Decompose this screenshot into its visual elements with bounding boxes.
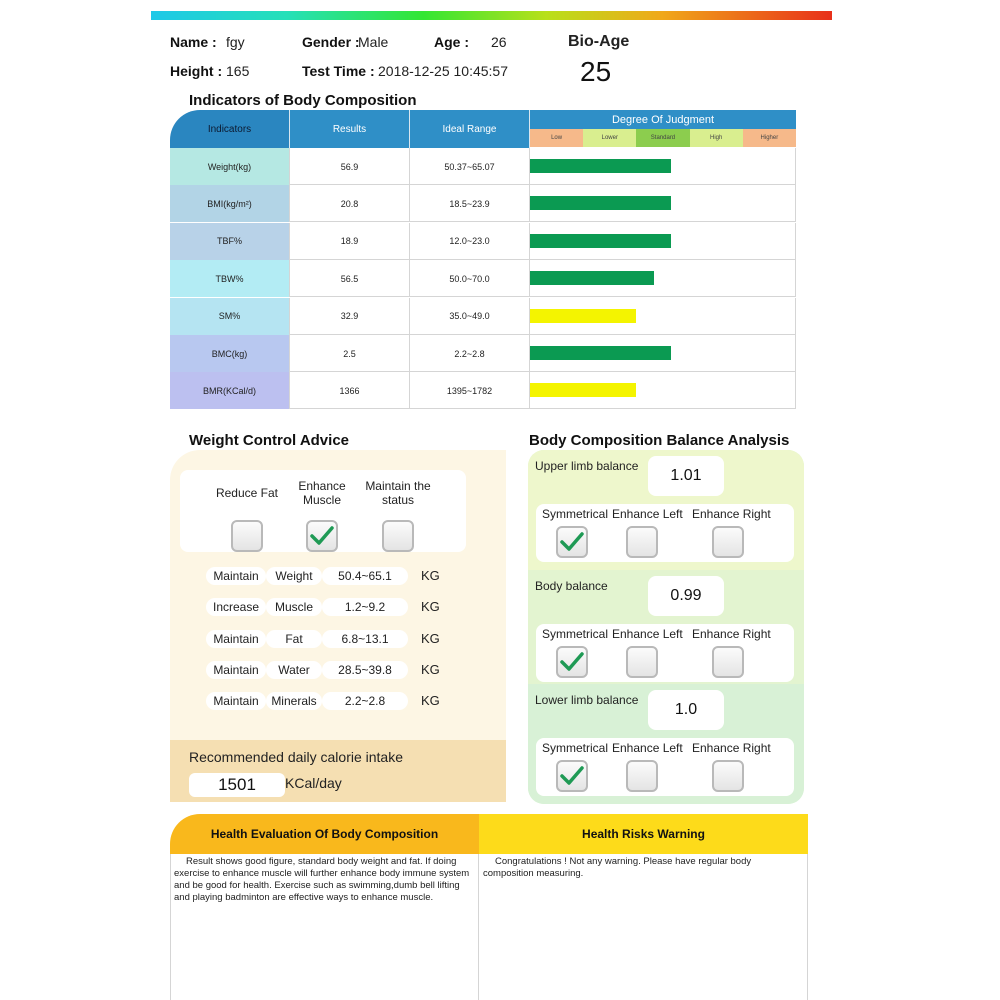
advice-unit: KG — [421, 693, 440, 709]
balance-checkbox[interactable] — [556, 646, 588, 678]
degree-level-lower: Lower — [583, 129, 636, 147]
advice-metric: Muscle — [266, 598, 322, 616]
gender-value: Male — [358, 34, 389, 50]
test-time-label: Test Time : — [302, 63, 375, 79]
balance-title: Body Composition Balance Analysis — [529, 432, 790, 449]
balance-checkbox[interactable] — [626, 646, 658, 678]
goal-label: Reduce Fat — [215, 486, 279, 500]
indicator-ideal-range: 50.0~70.0 — [410, 260, 530, 297]
balance-checkbox[interactable] — [626, 760, 658, 792]
balance-option-label: Symmetrical — [542, 507, 609, 521]
balance-option-label: Enhance Left — [612, 627, 683, 641]
advice-unit: KG — [421, 630, 440, 646]
indicator-name: TBW% — [170, 260, 290, 297]
advice-unit: KG — [421, 599, 440, 615]
judgment-cell — [530, 298, 796, 335]
advice-unit: KG — [421, 568, 440, 583]
balance-option-label: Symmetrical — [542, 741, 609, 755]
indicator-result: 56.5 — [290, 260, 410, 297]
table-row — [170, 335, 796, 372]
advice-range: 1.2~9.2 — [322, 598, 408, 616]
advice-action: Maintain — [206, 692, 266, 710]
health-risks-header: Health Risks Warning — [479, 814, 808, 854]
advice-action: Maintain — [206, 661, 266, 679]
judgment-bar — [530, 234, 671, 248]
balance-option-label: Enhance Left — [612, 507, 683, 521]
health-evaluation-text: Result shows good figure, standard body weight and fat. If doing exercise to enhance muscle will further enhance body immune system and be good for health. Exercise such as swimming,dumb bell lifting and playing badminton are effective ways to enhance muscle. — [174, 856, 470, 903]
balance-label: Body balance — [535, 579, 608, 593]
goal-label: Maintain the status — [365, 479, 431, 507]
table-row — [170, 185, 796, 222]
indicator-name: Weight(kg) — [170, 148, 290, 185]
table-row — [170, 223, 796, 260]
judgment-bar — [530, 383, 636, 397]
health-evaluation-box — [170, 854, 479, 1000]
age-value: 26 — [491, 34, 507, 50]
advice-range: 50.4~65.1 — [322, 567, 408, 585]
weight-advice-title: Weight Control Advice — [189, 432, 350, 449]
judgment-cell — [530, 335, 796, 372]
table-row — [170, 260, 796, 297]
degree-level-standard: Standard — [636, 129, 689, 147]
name-label: Name : — [170, 34, 217, 50]
indicator-ideal-range: 50.37~65.07 — [410, 148, 530, 185]
balance-section — [528, 450, 804, 570]
balance-checkbox[interactable] — [556, 760, 588, 792]
indicator-ideal-range: 2.2~2.8 — [410, 335, 530, 372]
goal-checkbox[interactable] — [382, 520, 414, 552]
calorie-title: Recommended daily calorie intake — [189, 749, 403, 765]
calorie-value: 1501 — [189, 773, 285, 797]
height-value: 165 — [226, 63, 250, 79]
bio-age-label: Bio-Age — [568, 33, 630, 50]
advice-action: Maintain — [206, 567, 266, 585]
balance-options-box — [536, 738, 794, 796]
degree-level-low: Low — [530, 129, 583, 147]
indicator-name: BMC(kg) — [170, 335, 290, 372]
indicator-result: 2.5 — [290, 335, 410, 372]
bio-age-value: 25 — [580, 56, 612, 87]
balance-option-label: Enhance Left — [612, 741, 683, 755]
judgment-bar — [530, 159, 671, 173]
age-label: Age : — [434, 34, 469, 50]
judgment-cell — [530, 148, 796, 185]
indicator-name: BMR(KCal/d) — [170, 372, 290, 409]
balance-checkbox[interactable] — [712, 646, 744, 678]
indicator-name: BMI(kg/m²) — [170, 185, 290, 222]
indicator-result: 18.9 — [290, 223, 410, 260]
health-risks-box — [479, 854, 808, 1000]
goal-checkbox[interactable] — [231, 520, 263, 552]
height-label: Height : — [170, 63, 223, 79]
balance-value: 1.01 — [648, 456, 724, 496]
judgment-bar — [530, 309, 636, 323]
balance-section — [528, 684, 804, 804]
header-degree — [530, 110, 796, 148]
health-evaluation-header: Health Evaluation Of Body Composition — [170, 814, 479, 854]
indicator-result: 1366 — [290, 372, 410, 409]
balance-panel — [528, 450, 804, 804]
balance-checkbox[interactable] — [626, 526, 658, 558]
header-indicators: Indicators — [170, 110, 290, 148]
advice-action: Maintain — [206, 630, 266, 648]
header-results: Results — [290, 110, 410, 148]
advice-range: 6.8~13.1 — [322, 630, 408, 648]
advice-action: Increase — [206, 598, 266, 616]
judgment-bar — [530, 271, 654, 285]
goal-checkbox[interactable] — [306, 520, 338, 552]
balance-value: 0.99 — [648, 576, 724, 616]
advice-unit: KG — [421, 661, 440, 677]
health-risks-text: Congratulations ! Not any warning. Please have regular body composition measuring. — [483, 856, 752, 879]
balance-checkbox[interactable] — [556, 526, 588, 558]
table-row — [170, 148, 796, 185]
balance-section — [528, 570, 804, 684]
advice-range: 2.2~2.8 — [322, 692, 408, 710]
test-time-value: 2018-12-25 10:45:57 — [378, 63, 508, 79]
indicators-table — [170, 110, 796, 410]
balance-option-label: Enhance Right — [692, 627, 771, 641]
balance-options-box — [536, 624, 794, 682]
header-degree-label: Degree Of Judgment — [530, 110, 796, 129]
judgment-cell — [530, 260, 796, 297]
balance-checkbox[interactable] — [712, 526, 744, 558]
indicator-name: TBF% — [170, 223, 290, 260]
indicator-result: 20.8 — [290, 185, 410, 222]
indicator-ideal-range: 18.5~23.9 — [410, 185, 530, 222]
name-value: fgy — [226, 34, 245, 50]
indicator-result: 32.9 — [290, 298, 410, 335]
goal-label: Enhance Muscle — [298, 479, 346, 507]
judgment-bar — [530, 196, 671, 210]
table-row — [170, 298, 796, 335]
color-gradient-bar — [151, 11, 832, 20]
judgment-bar — [530, 346, 671, 360]
gender-label: Gender : — [302, 34, 360, 50]
balance-label: Lower limb balance — [535, 693, 639, 707]
balance-checkbox[interactable] — [712, 760, 744, 792]
calorie-unit: KCal/day — [285, 775, 342, 791]
balance-option-label: Symmetrical — [542, 627, 609, 641]
advice-metric: Weight — [266, 567, 322, 585]
balance-label: Upper limb balance — [535, 459, 639, 473]
advice-range: 28.5~39.8 — [322, 661, 408, 679]
indicator-name: SM% — [170, 298, 290, 335]
indicator-ideal-range: 35.0~49.0 — [410, 298, 530, 335]
balance-option-label: Enhance Right — [692, 741, 771, 755]
balance-options-box — [536, 504, 794, 562]
judgment-cell — [530, 223, 796, 260]
degree-level-high: High — [690, 129, 743, 147]
balance-value: 1.0 — [648, 690, 724, 730]
indicator-ideal-range: 1395~1782 — [410, 372, 530, 409]
advice-metric: Fat — [266, 630, 322, 648]
indicator-ideal-range: 12.0~23.0 — [410, 223, 530, 260]
indicators-title: Indicators of Body Composition — [189, 92, 417, 109]
advice-metric: Minerals — [266, 692, 322, 710]
judgment-cell — [530, 372, 796, 409]
indicator-result: 56.9 — [290, 148, 410, 185]
advice-metric: Water — [266, 661, 322, 679]
degree-level-higher: Higher — [743, 129, 796, 147]
header-ideal-range: Ideal Range — [410, 110, 530, 148]
table-row — [170, 372, 796, 409]
judgment-cell — [530, 185, 796, 222]
balance-option-label: Enhance Right — [692, 507, 771, 521]
